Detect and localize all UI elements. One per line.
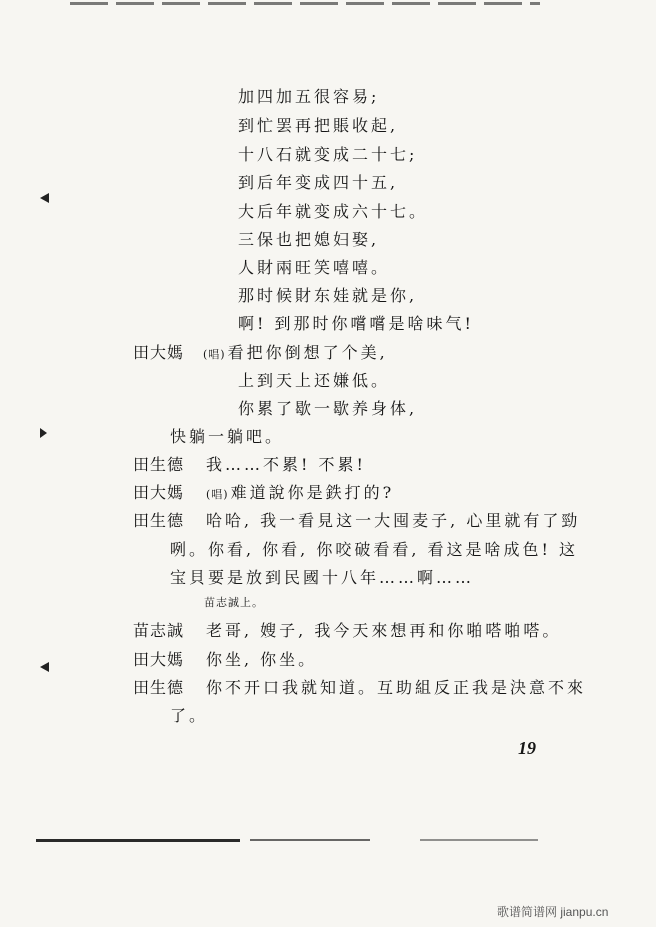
margin-mark xyxy=(40,193,49,203)
dialogue-text: 难道說你是鉄打的? xyxy=(230,483,395,502)
verse-line: 加四加五很容易; xyxy=(238,87,380,106)
verse-line: 那时候財东娃就是你, xyxy=(238,286,418,305)
margin-mark xyxy=(40,662,49,672)
speaker-name: 田大媽 xyxy=(133,343,185,362)
dialogue-line: 咧。你看, 你看, 你咬破看看, 看这是啥成色! 这 xyxy=(170,540,579,559)
page-number: 19 xyxy=(518,738,536,758)
stage-cue: (唱) xyxy=(203,348,226,361)
dialogue-text: 看把你倒想了个美, xyxy=(227,343,388,362)
verse-line: 人財兩旺笑嘻嘻。 xyxy=(238,258,391,277)
verse-line: 到后年变成四十五, xyxy=(238,173,399,192)
dialogue-line xyxy=(203,342,388,366)
speaker-name: 田生德 xyxy=(133,511,185,530)
top-edge-rule xyxy=(70,2,540,5)
margin-mark xyxy=(40,428,47,438)
dialogue-line: 你累了歇一歇养身体, xyxy=(238,399,418,418)
dialogue-line: 老哥, 嫂子, 我今天來想再和你啪嗒啪嗒。 xyxy=(206,621,562,640)
dialogue-line: 宝貝要是放到民國十八年……啊…… xyxy=(170,568,475,587)
speaker-name: 田生德 xyxy=(133,678,185,697)
dialogue-line: 你不开口我就知道。互助組反正我是決意不來 xyxy=(206,678,587,697)
verse-line: 到忙罢再把賬收起, xyxy=(238,116,399,135)
speaker-name: 田大媽 xyxy=(133,483,185,502)
dialogue-line: 上到天上还嫌低。 xyxy=(238,371,391,390)
bottom-rule xyxy=(420,839,538,841)
dialogue-line: 哈哈, 我一看見这一大囤麦子, 心里就有了勁 xyxy=(206,511,581,530)
stage-direction: 苗志誠上。 xyxy=(204,596,264,609)
stage-cue: (唱) xyxy=(206,488,229,501)
speaker-name: 田生德 xyxy=(133,455,185,474)
dialogue-line: 我……不累! 不累! xyxy=(206,455,366,474)
speaker-name: 田大媽 xyxy=(133,650,185,669)
verse-line: 三保也把媳妇娶, xyxy=(238,230,380,249)
verse-line: 啊! 到那时你嚐嚐是啥味气! xyxy=(238,314,474,333)
bottom-rule xyxy=(250,839,370,841)
verse-line: 十八石就变成二十七; xyxy=(238,145,418,164)
dialogue-line: 快躺一躺吧。 xyxy=(170,427,285,446)
dialogue-line: 了。 xyxy=(170,706,209,725)
dialogue-line xyxy=(206,482,394,506)
dialogue-line: 你坐, 你坐。 xyxy=(206,650,318,669)
watermark-text: 歌谱简谱网 jianpu.cn xyxy=(497,905,609,919)
speaker-name: 苗志誠 xyxy=(133,621,185,640)
bottom-rule xyxy=(36,839,240,842)
verse-line: 大后年就变成六十七。 xyxy=(238,202,429,221)
